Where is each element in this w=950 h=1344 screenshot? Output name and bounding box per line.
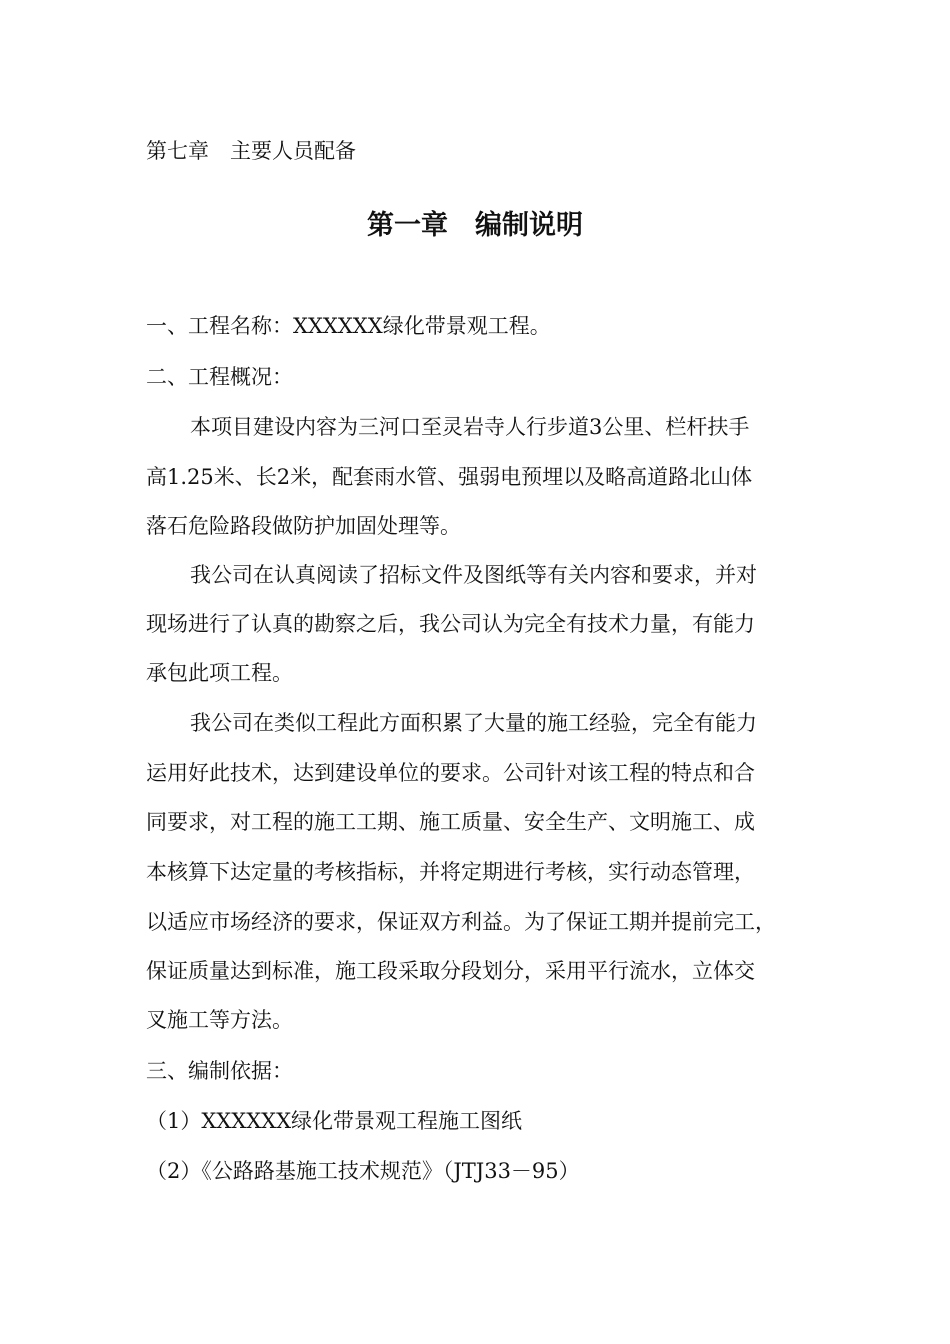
paragraph-1-line-2: 高1.25米、长2米，配套雨水管、强弱电预埋以及略高道路北山体 xyxy=(146,465,753,489)
paragraph-3-line-5: 以适应市场经济的要求，保证双方利益。为了保证工期并提前完工， xyxy=(146,910,776,934)
paragraph-1-line-1: 本项目建设内容为三河口至灵岩寺人行步道3公里、栏杆扶手 xyxy=(190,415,750,439)
paragraph-3-line-7: 叉施工等方法。 xyxy=(146,1008,293,1032)
paragraph-3-line-1: 我公司在类似工程此方面积累了大量的施工经验，完全有能力 xyxy=(190,711,757,735)
paragraph-3-line-3: 同要求，对工程的施工工期、施工质量、安全生产、文明施工、成 xyxy=(146,810,755,834)
chapter-title: 第一章 编制说明 xyxy=(367,210,583,241)
section-project-name: 一、工程名称：XXXXXX绿化带景观工程。 xyxy=(146,314,551,338)
paragraph-2-line-1: 我公司在认真阅读了招标文件及图纸等有关内容和要求，并对 xyxy=(190,563,757,587)
paragraph-2-line-3: 承包此项工程。 xyxy=(146,661,293,685)
paragraph-2-line-2: 现场进行了认真的勘察之后，我公司认为完全有技术力量，有能力 xyxy=(146,612,755,636)
toc-line: 第七章 主要人员配备 xyxy=(146,139,356,163)
section-overview-heading: 二、工程概况： xyxy=(146,365,293,389)
section-basis-heading: 三、编制依据： xyxy=(146,1059,293,1083)
reference-item: （2）《公路路基施工技术规范》（JTJ33－95） xyxy=(146,1159,580,1183)
paragraph-3-line-2: 运用好此技术，达到建设单位的要求。公司针对该工程的特点和合 xyxy=(146,761,755,785)
reference-item: （1）XXXXXX绿化带景观工程施工图纸 xyxy=(146,1109,523,1133)
paragraph-3-line-4: 本核算下达定量的考核指标，并将定期进行考核，实行动态管理， xyxy=(146,860,755,884)
paragraph-1-line-3: 落石危险路段做防护加固处理等。 xyxy=(146,514,461,538)
paragraph-3-line-6: 保证质量达到标准，施工段采取分段划分，采用平行流水，立体交 xyxy=(146,959,755,983)
